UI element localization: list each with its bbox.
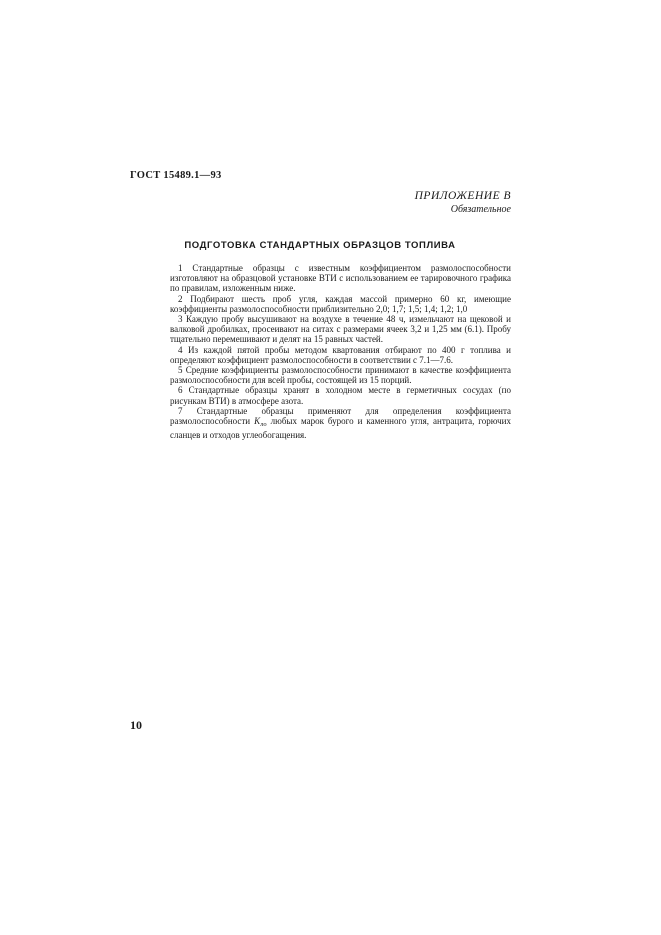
paragraph-7 xyxy=(170,406,511,441)
paragraph-1: 1 Стандартные образцы с известным коэффициентом размолоспособности изготовляют на образцовой установке ВТИ с использованием ее тарировочного графика по правилам, изложенным ниже. xyxy=(170,263,511,294)
standard-code: ГОСТ 15489.1—93 xyxy=(130,170,222,181)
appendix-title: ПРИЛОЖЕНИЕ В xyxy=(414,190,511,202)
paragraph-7-after: любых марок бурого и каменного угля, антрацита, горючих сланцев и отходов углеобогащения. xyxy=(170,416,511,441)
paragraph-7-before: 7 Стандартные образцы применяют для определения коэффициента размолоспособности xyxy=(170,405,511,427)
paragraph-4: 4 Из каждой пятой пробы методом квартования отбирают по 400 г топлива и определяют коэффициент размолоспособности в соответствии с 7.1—7.6. xyxy=(170,344,511,365)
paragraph-7-subscript: ло xyxy=(260,421,267,429)
appendix-block xyxy=(415,190,511,215)
paragraph-5: 5 Средние коэффициенты размолоспособности принимают в качестве коэффициента размолоспособности для всей пробы, состоящей из 15 порций. xyxy=(170,365,511,386)
paragraph-2: 2 Подбирают шесть проб угля, каждая массой примерно 60 кг, имеющие коэффициенты размолоспособности приблизительно 2,0; 1,7; 1,5; 1,4; 1,2; 1,0 xyxy=(170,293,511,314)
paragraph-3: 3 Каждую пробу высушивают на воздухе в течение 48 ч, измельчают на щековой и валковой дробилках, просеивают на ситах с размерами ячеек 3,2 и 1,25 мм (6.1). Пробу тщательно перемешивают и делят на 15 равных частей. xyxy=(170,314,511,345)
paragraph-6: 6 Стандартные образцы хранят в холодном месте в герметичных сосудах (по рисункам ВТИ) в атмосфере азота. xyxy=(170,385,511,406)
appendix-status: Обязательное xyxy=(450,204,511,215)
paragraph-7-symbol: K xyxy=(254,416,261,427)
section-title: ПОДГОТОВКА СТАНДАРТНЫХ ОБРАЗЦОВ ТОПЛИВА xyxy=(184,240,456,251)
document-body xyxy=(170,263,511,440)
page-number: 10 xyxy=(130,718,142,732)
